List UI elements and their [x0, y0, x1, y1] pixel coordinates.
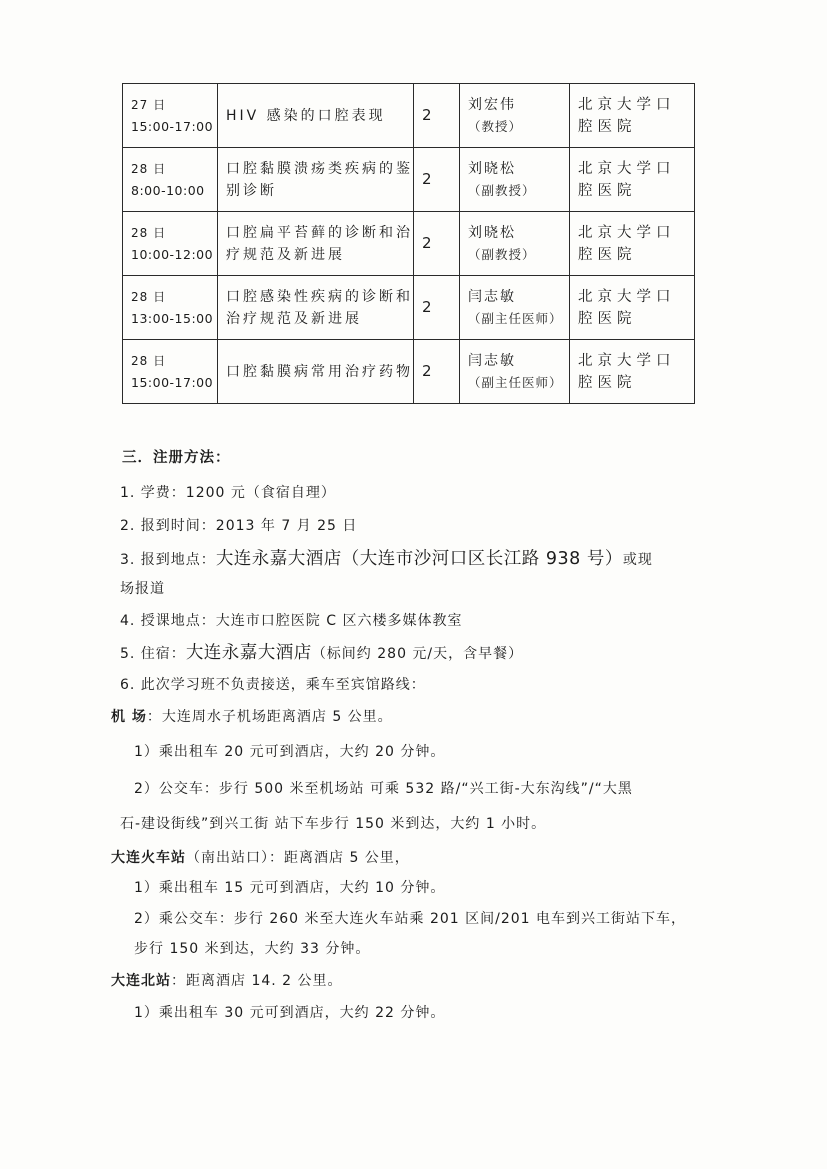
- report-place-item: [120, 545, 653, 570]
- airport-heading: [111, 706, 393, 726]
- train-station-heading: [111, 847, 410, 867]
- time-range: 15:00-17:00: [131, 118, 214, 134]
- topic: HIV 感染的口腔表现: [226, 107, 386, 124]
- topic: 口腔黏膜溃疡类疾病的鉴别诊断: [226, 160, 413, 199]
- report-place-suffix: 或现: [622, 552, 653, 568]
- topic-cell: [218, 212, 414, 276]
- hours: 2: [422, 170, 433, 188]
- day: 27 日: [131, 97, 167, 112]
- lecturer-name: 闫志敏: [468, 352, 516, 369]
- lecturer-title: （副主任医师）: [468, 310, 563, 326]
- topic-cell: [218, 84, 414, 148]
- train-station-label: 大连火车站: [111, 850, 186, 866]
- transport-item: 6. 此次学习班不负责接送，乘车至宾馆路线：: [120, 677, 426, 693]
- day: 28 日: [131, 289, 167, 304]
- day: 28 日: [131, 353, 167, 368]
- train-station-taxi: 1）乘出租车 15 元可到酒店，大约 10 分钟。: [134, 880, 446, 896]
- topic-cell: [218, 148, 414, 212]
- hours-cell: [414, 212, 460, 276]
- lecturer-cell: [460, 276, 570, 340]
- time-cell: [123, 212, 218, 276]
- hours: 2: [422, 106, 433, 124]
- time-cell: [123, 276, 218, 340]
- hours-cell: [414, 276, 460, 340]
- topic: 口腔黏膜病常用治疗药物: [226, 363, 413, 380]
- lodging-item: [120, 639, 523, 664]
- hours: 2: [422, 362, 433, 380]
- institution: 北京大学口腔医院: [578, 288, 676, 327]
- lecturer-title: （副主任医师）: [468, 374, 563, 390]
- topic-cell: [218, 276, 414, 340]
- hours: 2: [422, 298, 433, 316]
- train-station-distance: （南出站口）：距离酒店 5 公里，: [186, 850, 410, 866]
- lodging-prefix: 5. 住宿：: [120, 646, 186, 662]
- lecturer-cell: [460, 340, 570, 404]
- train-station-bus-line1: 2）乘公交车：步行 260 米至大连火车站乘 201 区间/201 电车到兴工街站下车，: [134, 911, 687, 927]
- lecturer-name: 刘宏伟: [468, 96, 516, 113]
- report-place-prefix: 3. 报到地点：: [120, 552, 216, 568]
- institution-cell: [570, 84, 695, 148]
- day: 28 日: [131, 161, 167, 176]
- lecturer-cell: [460, 212, 570, 276]
- time-range: 10:00-12:00: [131, 246, 214, 262]
- institution-cell: [570, 340, 695, 404]
- report-place-line2: 场报道: [120, 581, 165, 597]
- report-time-item: 2. 报到时间：2013 年 7 月 25 日: [120, 518, 358, 534]
- table-row: [123, 212, 695, 276]
- topic-cell: [218, 340, 414, 404]
- table-row: [123, 340, 695, 404]
- report-place-hotel: 大连永嘉大酒店（大连市沙河口区长江路 938 号）: [215, 549, 623, 569]
- north-station-heading: [111, 970, 343, 990]
- table-row: [123, 84, 695, 148]
- hours-cell: [414, 84, 460, 148]
- institution: 北京大学口腔医院: [578, 224, 676, 263]
- hours: 2: [422, 234, 433, 252]
- institution-cell: [570, 148, 695, 212]
- airport-distance: ：大连周水子机场距离酒店 5 公里。: [146, 709, 393, 725]
- class-place-item: 4. 授课地点：大连市口腔医院 C 区六楼多媒体教室: [120, 613, 463, 629]
- day: 28 日: [131, 225, 167, 240]
- lecturer-cell: [460, 148, 570, 212]
- airport-label: 机 场: [111, 709, 147, 725]
- lecturer-title: （教授）: [468, 118, 523, 134]
- time-cell: [123, 340, 218, 404]
- institution-cell: [570, 212, 695, 276]
- institution: 北京大学口腔医院: [578, 96, 676, 135]
- topic: 口腔感染性疾病的诊断和治疗规范及新进展: [226, 288, 413, 327]
- time-range: 8:00-10:00: [131, 182, 205, 198]
- section-heading: 三．注册方法：: [122, 450, 231, 466]
- time-cell: [123, 84, 218, 148]
- airport-bus-line1: 2）公交车：步行 500 米至机场站 可乘 532 路/“兴工街-大东沟线”/“大黑: [134, 781, 633, 797]
- airport-bus-line2: 石-建设街线”到兴工街 站下车步行 150 米到达，大约 1 小时。: [120, 816, 547, 832]
- north-station-taxi: 1）乘出租车 30 元可到酒店，大约 22 分钟。: [134, 1005, 446, 1021]
- lecturer-name: 刘晓松: [468, 160, 516, 177]
- hours-cell: [414, 148, 460, 212]
- lecturer-title: （副教授）: [468, 246, 536, 262]
- north-station-distance: ：距离酒店 14. 2 公里。: [171, 973, 343, 989]
- lecturer-name: 刘晓松: [468, 224, 516, 241]
- time-range: 13:00-15:00: [131, 310, 214, 326]
- north-station-label: 大连北站: [111, 973, 171, 989]
- lodging-hotel: 大连永嘉大酒店: [185, 643, 312, 663]
- lecturer-title: （副教授）: [468, 182, 536, 198]
- lecturer-name: 闫志敏: [468, 288, 516, 305]
- hours-cell: [414, 340, 460, 404]
- train-station-bus-line2: 步行 150 米到达，大约 33 分钟。: [134, 941, 371, 957]
- table-row: [123, 276, 695, 340]
- institution-cell: [570, 276, 695, 340]
- lecturer-cell: [460, 84, 570, 148]
- course-schedule-table: [122, 83, 695, 404]
- fee-item: 1. 学费：1200 元（食宿自理）: [120, 485, 336, 501]
- lodging-detail: （标间约 280 元/天，含早餐）: [311, 646, 524, 662]
- institution: 北京大学口腔医院: [578, 352, 676, 391]
- table-row: [123, 148, 695, 212]
- time-cell: [123, 148, 218, 212]
- airport-taxi: 1）乘出租车 20 元可到酒店，大约 20 分钟。: [134, 744, 446, 760]
- topic: 口腔扁平苔藓的诊断和治疗规范及新进展: [226, 224, 413, 263]
- institution: 北京大学口腔医院: [578, 160, 676, 199]
- time-range: 15:00-17:00: [131, 374, 214, 390]
